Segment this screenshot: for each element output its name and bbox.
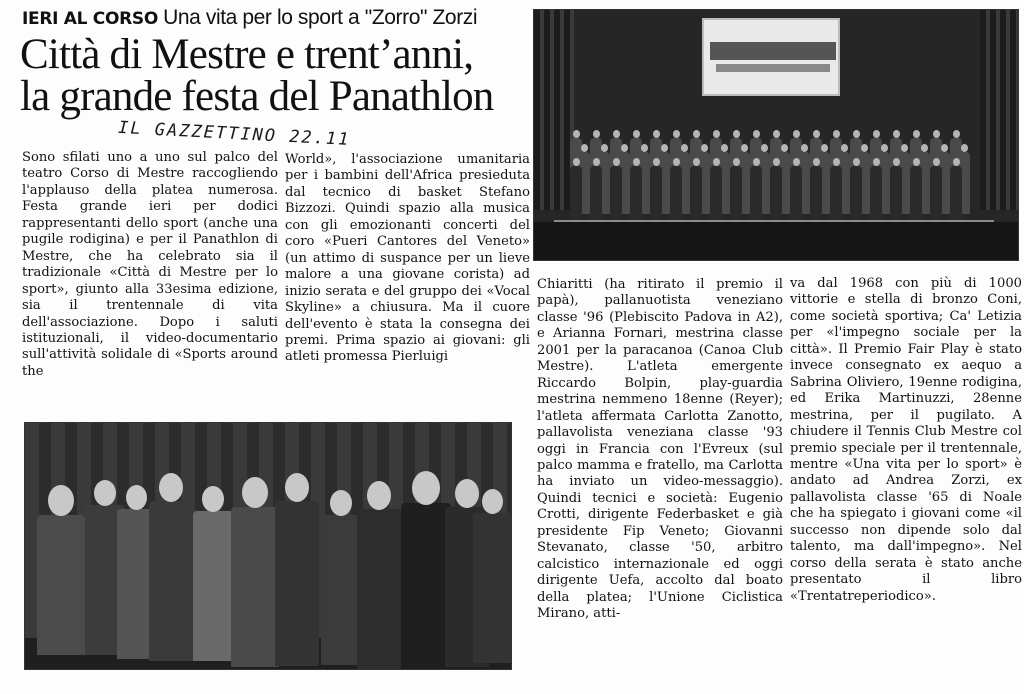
curtain-right xyxy=(980,10,1019,210)
choir-singer-head xyxy=(761,144,768,152)
screen-logo xyxy=(710,42,836,60)
award-person xyxy=(321,515,361,665)
choir-singer-head xyxy=(921,144,928,152)
choir-singer xyxy=(610,166,622,220)
headline-line-1: Città di Mestre e trent’anni, xyxy=(20,31,474,78)
screen-caption xyxy=(716,64,830,72)
choir-singer-head xyxy=(581,144,588,152)
choir-singer xyxy=(690,166,702,220)
choir-singer-head xyxy=(833,158,840,166)
choir-singer-head xyxy=(881,144,888,152)
choir-singer-head xyxy=(813,158,820,166)
choir-singer-head xyxy=(753,130,760,138)
choir-singer-head xyxy=(833,130,840,138)
choir-singer xyxy=(570,166,582,220)
choir-singer-head xyxy=(773,130,780,138)
choir-singer-head xyxy=(733,158,740,166)
choir-stage-photo xyxy=(533,9,1019,261)
choir-singer-head xyxy=(573,158,580,166)
choir-singer-head xyxy=(901,144,908,152)
article-column-4: va dal 1968 con più di 1000 vittorie e stella di bronzo Coni, come società sportiva; Ca' Letizia per «l'impegno sociale per la città». Il Premio Fair Play è stato invece consegnato ex aequo a Sabrina Oliviero, 19enne rodigina, ed Erika Martinuzzi, 28enne mestrina, per il pugilato. A chiudere il Tennis Club Mestre col premio speciale per il trentennale, mentre «Una vita per lo sport» è andato ad Andrea Zorzi, ex pallavolista classe '65 di Noale che ha spiegato i giovani come «il successo non dipende solo dal talento, ma dall'impegno». Nel corso della serata è stato anche presentato il libro «Trentatreperiodico». xyxy=(790,276,1022,604)
award-person-head xyxy=(242,477,268,508)
choir-singer-head xyxy=(713,158,720,166)
choir-singer-head xyxy=(933,130,940,138)
choir-singer xyxy=(870,166,882,220)
choir-singer xyxy=(890,166,902,220)
choir-singer-head xyxy=(653,158,660,166)
award-person xyxy=(401,503,451,668)
choir-singer-head xyxy=(853,130,860,138)
choir-singer xyxy=(850,166,862,220)
choir-singer-head xyxy=(913,130,920,138)
choir-singer-head xyxy=(661,144,668,152)
choir-singer-head xyxy=(793,158,800,166)
award-person-head xyxy=(412,471,440,505)
choir-singer-head xyxy=(673,158,680,166)
choir-singer-head xyxy=(953,130,960,138)
choir-singer-head xyxy=(793,130,800,138)
choir-singer xyxy=(710,166,722,220)
choir-singer-head xyxy=(593,158,600,166)
choir-singer xyxy=(950,166,962,220)
choir-singer-head xyxy=(861,144,868,152)
award-person-head xyxy=(126,485,147,510)
choir-singer-head xyxy=(821,144,828,152)
award-winners-photo xyxy=(24,422,512,670)
choir-singer xyxy=(910,166,922,220)
choir-singer xyxy=(810,166,822,220)
choir-singer-head xyxy=(693,130,700,138)
award-person xyxy=(231,507,279,667)
award-person-head xyxy=(202,486,224,512)
choir-singer xyxy=(750,166,762,220)
award-person xyxy=(473,513,511,663)
choir-singer-head xyxy=(801,144,808,152)
award-person-head xyxy=(94,480,116,506)
award-person xyxy=(37,515,85,655)
choir-singer xyxy=(630,166,642,220)
choir-singer-head xyxy=(721,144,728,152)
choir-singer xyxy=(670,166,682,220)
kicker-text: Una vita per lo sport a "Zorro" Zorzi xyxy=(163,6,478,29)
choir-singer-head xyxy=(733,130,740,138)
award-person xyxy=(193,511,233,661)
handwritten-note: IL GAZZETTINO 22.11 xyxy=(117,117,351,151)
choir-singer-head xyxy=(753,158,760,166)
choir-singer-head xyxy=(961,144,968,152)
choir-singer-head xyxy=(593,130,600,138)
choir-singer-head xyxy=(633,130,640,138)
choir-singer-head xyxy=(873,130,880,138)
choir-singer xyxy=(770,166,782,220)
choir-singer-head xyxy=(621,144,628,152)
choir-singer xyxy=(650,166,662,220)
choir-singer xyxy=(930,166,942,220)
choir-singer-head xyxy=(741,144,748,152)
choir-singer-head xyxy=(653,130,660,138)
choir-singer xyxy=(790,166,802,220)
article-column-3: Chiaritti (ha ritirato il premio il papà), pallanuotista veneziano classe '96 (Plebiscito Padova in A2), e Arianna Fornari, mestrina classe 2001 per la paracanoa (Canoa Club Mestre). L'atleta emergente Riccardo Bolpin, play-guardia mestrina nemmeno 18enne (Reyer); l'atleta affermata Carlotta Zanotto, pallavolista veneziana classe '93 oggi in Francia con l'Evreux (sul palco mamma e fratello, ma Carlotta ha inviato un video-messaggio). Quindi tecnici e società: Eugenio Crotti, dirigente Federbasket e già presidente Fip Veneto; Giovanni Stevanato, classe '50, arbitro calcistico internazionale ed oggi dirigente Uefa, accolto dal boato della platea; l'Unione Ciclistica Mirano, atti- xyxy=(537,277,783,622)
choir-singer-head xyxy=(701,144,708,152)
kicker xyxy=(22,6,522,32)
article-column-2: World», l'associazione umanitaria per i bambini dell'Africa presieduta dal tecnico di basket Stefano Bizzozi. Quindi spazio alla musica con gli emozionanti concerti del coro «Pueri Cantores del Veneto» (un attimo di suspance per un lieve malore a una giovane corista) ad inizio serata e del gruppo dei «Vocal Skyline» a chiusura. Ma il cuore dell'evento è stata la consegna dei premi. Prima spazio ai giovani: gli atleti promessa Pierluigi xyxy=(285,152,530,365)
choir-singer-head xyxy=(781,144,788,152)
choir-singer-head xyxy=(813,130,820,138)
choir-singer-head xyxy=(893,130,900,138)
choir-singer-head xyxy=(693,158,700,166)
award-person-head xyxy=(482,489,503,514)
choir-singer-head xyxy=(681,144,688,152)
choir-singer-head xyxy=(913,158,920,166)
award-person xyxy=(357,509,401,669)
award-person-head xyxy=(48,485,74,516)
choir-singer-head xyxy=(953,158,960,166)
choir-singer xyxy=(830,166,842,220)
choir-singer-head xyxy=(613,130,620,138)
award-person-head xyxy=(330,490,352,516)
headline xyxy=(20,31,525,120)
award-person xyxy=(275,501,319,666)
projection-screen xyxy=(702,18,840,96)
choir-singer-head xyxy=(601,144,608,152)
choir-singer-head xyxy=(633,158,640,166)
headline-line-2: la grande festa del Panathlon xyxy=(20,73,494,120)
choir-singer-head xyxy=(773,158,780,166)
choir-singer-head xyxy=(893,158,900,166)
choir-singer-head xyxy=(673,130,680,138)
choir-singer-head xyxy=(873,158,880,166)
choir-singer-head xyxy=(933,158,940,166)
choir-singer-head xyxy=(641,144,648,152)
curtain-left xyxy=(534,10,574,210)
award-person xyxy=(149,501,193,661)
choir-singer-head xyxy=(853,158,860,166)
choir-singer-head xyxy=(841,144,848,152)
kicker-label: IERI AL CORSO xyxy=(22,9,158,29)
choir-singer-head xyxy=(573,130,580,138)
choir-singer-head xyxy=(713,130,720,138)
article-column-1: Sono sfilati uno a uno sul palco del teatro Corso di Mestre raccogliendo l'applauso della platea numerosa. Festa grande ieri per dodici rappresentanti dello sport (anche una pugile rodigina) e per il Panathlon di Mestre, che ha celebrato sia il tradizionale «Città di Mestre per lo sport», giunto alla 33esima edizione, sia il trentennale di vita dell'associazione. Dopo i saluti istituzionali, il video-documentario sull'attività solidale di «Sports around the xyxy=(22,150,278,379)
choir-singer xyxy=(590,166,602,220)
stage-front xyxy=(534,222,1019,261)
choir-singer xyxy=(730,166,742,220)
choir-singer-head xyxy=(941,144,948,152)
choir-singer-head xyxy=(613,158,620,166)
